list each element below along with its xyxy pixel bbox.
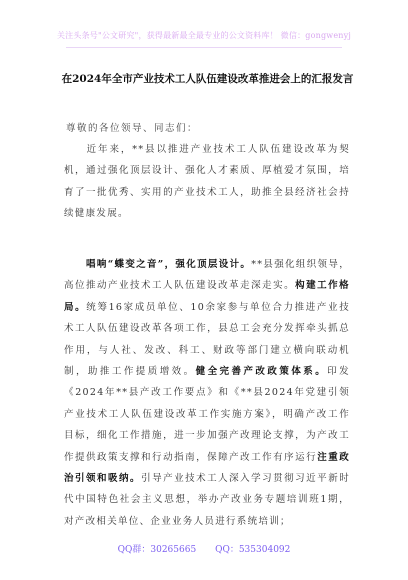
- paragraph-intro: [64, 139, 350, 225]
- section1-sub-c: 注重政治引领和吸纳。: [64, 451, 351, 485]
- section1-text-c: 印发《2024年**县产改工作要点》和《**县2024年党建引领产业技术工人队伍建设改革工作实施方案》，明确产改工作目标，细化工作措施，进一步加强产改理论支撑，为产改工作提供政策支撑和行动指南，保障产改工作有序运行: [64, 366, 350, 463]
- section1-text-d: 引导产业技术工人深入学习贯彻习近平新时代中国特色社会主义思想，举办产改业务专题培训班1期，对产改相关单位、企业业务人员进行系统培训；: [64, 473, 350, 527]
- paragraph-intro-text: 近年来，**县以推进产业技术工人队伍建设改革为契机，通过强化顶层设计、强化人才素质、厚植爱才氛围，培育了一批优秀、实用的产业技术工人，助推全县经济社会持续健康发展。: [64, 144, 350, 220]
- section1-heading: 唱响“蝶变之音”，强化顶层设计。: [86, 259, 252, 270]
- footer-qq-group: QQ群：30265665: [117, 545, 197, 555]
- section1-sub-b: 健全完善产改政策体系。: [195, 366, 328, 378]
- footer-qq: QQ：535304092: [215, 545, 291, 555]
- greeting: 尊敬的各位领导、同志们：: [66, 123, 199, 134]
- section1-text-a: **县强化组织领导，高位推动产业技术工人队伍建设改革走深走实。: [64, 259, 350, 292]
- footer-contact: [0, 542, 408, 555]
- document-title: 在2024年全市产业技术工人队伍建设改革推进会上的汇报发言: [61, 73, 354, 85]
- banner-divider: [66, 47, 342, 48]
- section1-sub-a: 构建工作格局。: [64, 280, 350, 313]
- promo-banner: 关注头条号"公文研究"，获得最新最全最专业的公文资料库！ 微信：gongwenyj: [56, 31, 352, 40]
- section1-text-b: 统筹16家成员单位、10余家参与单位合力推进产业技术工人队伍建设改革各项工作，县总工会充分发挥牵头抓总作用，与人社、发改、科工、财政等部门建立横向联动机制，助推工作提质增效。: [64, 301, 350, 378]
- paragraph-section1: [64, 254, 350, 532]
